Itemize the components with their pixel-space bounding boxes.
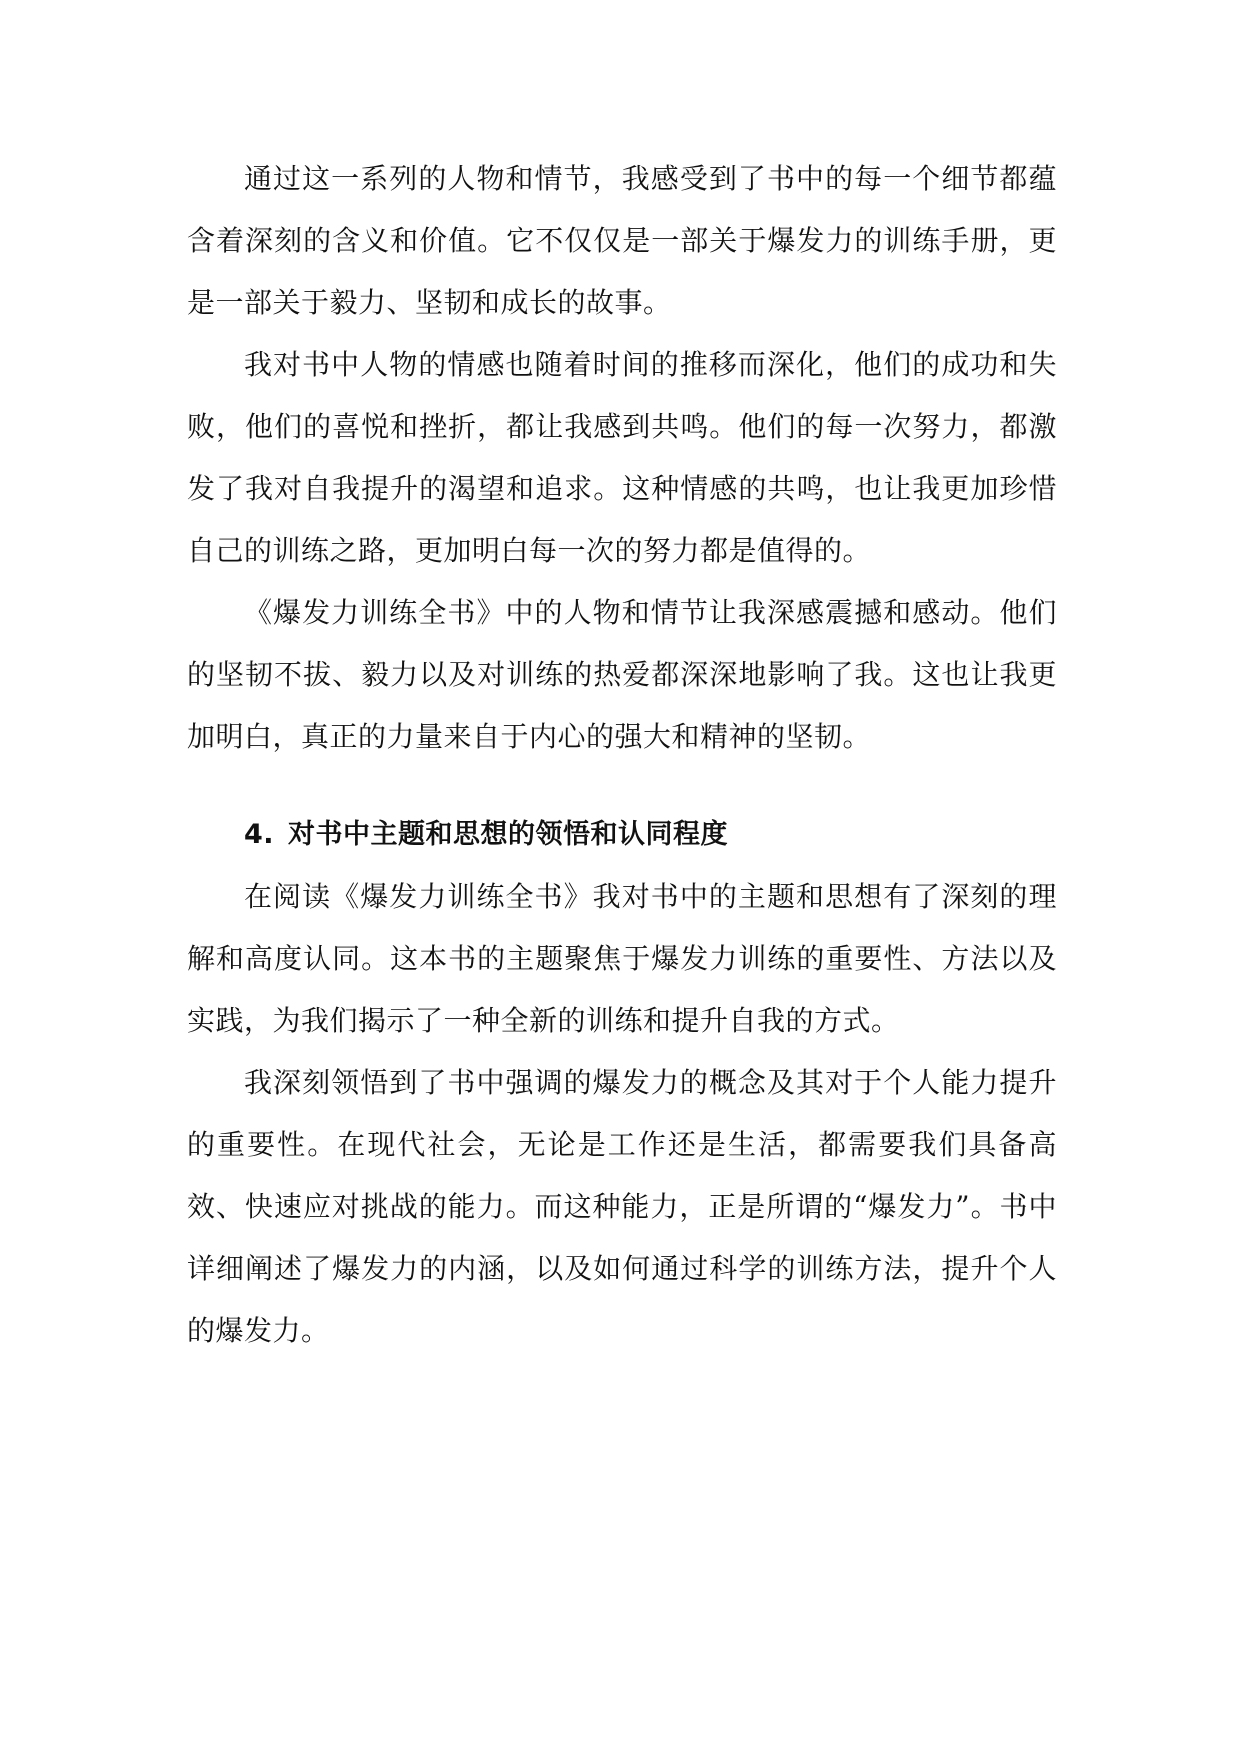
paragraph: 《爆发力训练全书》中的人物和情节让我深感震撼和感动。他们的坚韧不拔、毅力以及对训练的热爱都深深地影响了我。这也让我更加明白，真正的力量来自于内心的强大和精神的坚韧。 [187,596,1057,753]
section-title: 对书中主题和思想的领悟和认同程度 [288,819,729,850]
document-body [187,148,1057,1362]
section-number: 4. [244,819,275,850]
paragraph: 我对书中人物的情感也随着时间的推移而深化，他们的成功和失败，他们的喜悦和挫折，都让我感到共鸣。他们的每一次努力，都激发了我对自我提升的渴望和追求。这种情感的共鸣，也让我更加珍惜自己的训练之路，更加明白每一次的努力都是值得的。 [187,348,1057,567]
section-heading [187,804,1057,866]
paragraph: 在阅读《爆发力训练全书》我对书中的主题和思想有了深刻的理解和高度认同。这本书的主题聚焦于爆发力训练的重要性、方法以及实践，为我们揭示了一种全新的训练和提升自我的方式。 [187,880,1057,1037]
paragraph: 我深刻领悟到了书中强调的爆发力的概念及其对于个人能力提升的重要性。在现代社会，无论是工作还是生活，都需要我们具备高效、快速应对挑战的能力。而这种能力，正是所谓的“爆发力”。书中详细阐述了爆发力的内涵，以及如何通过科学的训练方法，提升个人的爆发力。 [187,1066,1057,1347]
paragraph: 通过这一系列的人物和情节，我感受到了书中的每一个细节都蕴含着深刻的含义和价值。它不仅仅是一部关于爆发力的训练手册，更是一部关于毅力、坚韧和成长的故事。 [187,162,1057,319]
